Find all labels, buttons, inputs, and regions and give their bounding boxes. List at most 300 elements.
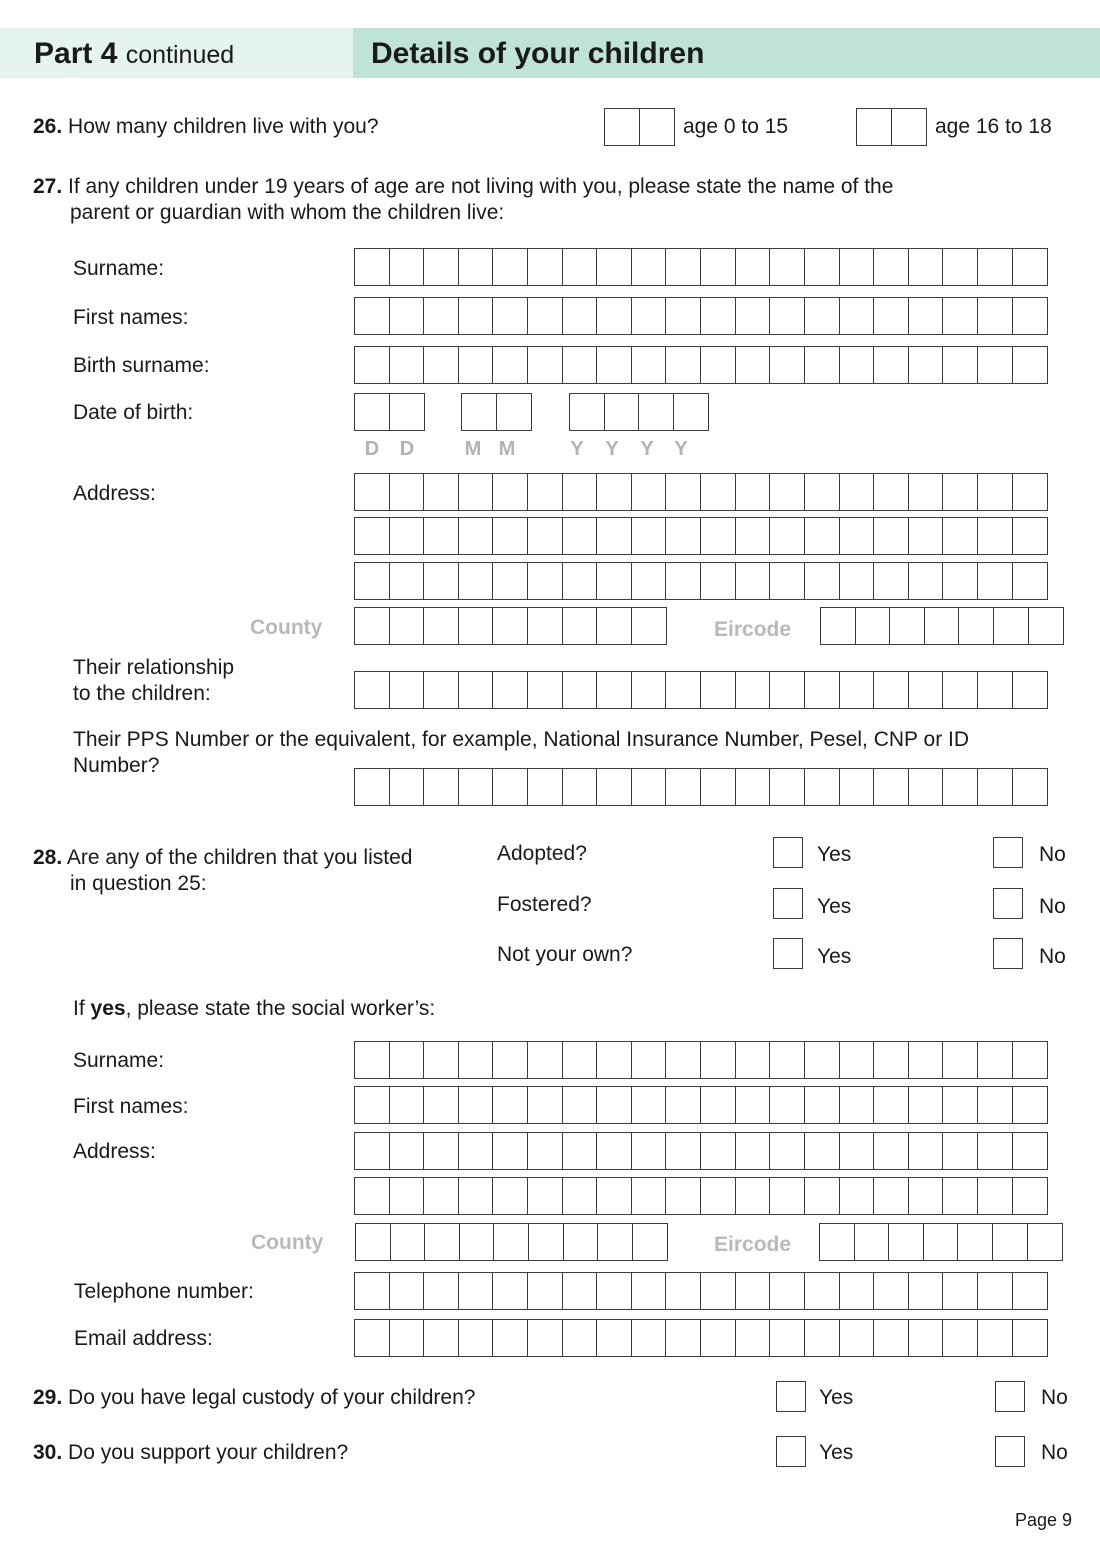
guardian-address-line-1[interactable] xyxy=(354,473,1048,511)
char-box[interactable] xyxy=(804,1086,840,1124)
char-box[interactable] xyxy=(700,346,736,384)
char-box[interactable] xyxy=(873,297,909,335)
char-box[interactable] xyxy=(942,1041,978,1079)
char-box[interactable] xyxy=(458,562,494,600)
char-box[interactable] xyxy=(496,393,532,431)
char-box[interactable] xyxy=(942,1177,978,1215)
char-box[interactable] xyxy=(354,768,390,806)
char-box[interactable] xyxy=(596,1177,632,1215)
char-box[interactable] xyxy=(354,1319,390,1357)
char-box[interactable] xyxy=(562,1177,598,1215)
char-box[interactable] xyxy=(977,1319,1013,1357)
char-box[interactable] xyxy=(389,473,425,511)
char-box[interactable] xyxy=(873,1319,909,1357)
char-box[interactable] xyxy=(908,248,944,286)
char-box[interactable] xyxy=(492,517,528,555)
char-box[interactable] xyxy=(804,473,840,511)
char-box[interactable] xyxy=(735,346,771,384)
char-box[interactable] xyxy=(769,248,805,286)
char-box[interactable] xyxy=(769,473,805,511)
char-box[interactable] xyxy=(355,1223,391,1261)
support-no-checkbox[interactable] xyxy=(995,1436,1025,1467)
char-box[interactable] xyxy=(596,517,632,555)
guardian-birth-surname-field[interactable] xyxy=(354,346,1048,384)
char-box[interactable] xyxy=(804,671,840,709)
support-yes-checkbox[interactable] xyxy=(776,1436,806,1467)
char-box[interactable] xyxy=(1012,248,1048,286)
char-box[interactable] xyxy=(942,346,978,384)
char-box[interactable] xyxy=(492,671,528,709)
char-box[interactable] xyxy=(819,1223,855,1261)
char-box[interactable] xyxy=(423,607,459,645)
social-worker-address-line-1[interactable] xyxy=(354,1132,1048,1170)
char-box[interactable] xyxy=(458,607,494,645)
char-box[interactable] xyxy=(389,562,425,600)
char-box[interactable] xyxy=(769,768,805,806)
char-box[interactable] xyxy=(528,1223,564,1261)
char-box[interactable] xyxy=(804,1177,840,1215)
char-box[interactable] xyxy=(458,517,494,555)
char-box[interactable] xyxy=(908,1086,944,1124)
char-box[interactable] xyxy=(804,1319,840,1357)
char-box[interactable] xyxy=(665,1177,701,1215)
char-box[interactable] xyxy=(631,346,667,384)
char-box[interactable] xyxy=(423,562,459,600)
char-box[interactable] xyxy=(631,517,667,555)
char-box[interactable] xyxy=(458,346,494,384)
char-box[interactable] xyxy=(639,108,675,146)
char-box[interactable] xyxy=(631,768,667,806)
char-box[interactable] xyxy=(700,1086,736,1124)
char-box[interactable] xyxy=(839,297,875,335)
char-box[interactable] xyxy=(977,1272,1013,1310)
char-box[interactable] xyxy=(354,671,390,709)
char-box[interactable] xyxy=(562,562,598,600)
char-box[interactable] xyxy=(942,1132,978,1170)
char-box[interactable] xyxy=(354,607,390,645)
char-box[interactable] xyxy=(631,1041,667,1079)
char-box[interactable] xyxy=(458,768,494,806)
char-box[interactable] xyxy=(700,1132,736,1170)
social-worker-county-field[interactable] xyxy=(355,1223,668,1261)
guardian-first-names-field[interactable] xyxy=(354,297,1048,335)
char-box[interactable] xyxy=(1012,346,1048,384)
guardian-dob-year-field[interactable] xyxy=(569,393,709,431)
char-box[interactable] xyxy=(769,297,805,335)
char-box[interactable] xyxy=(873,1177,909,1215)
char-box[interactable] xyxy=(957,1223,993,1261)
char-box[interactable] xyxy=(735,1272,771,1310)
char-box[interactable] xyxy=(389,1272,425,1310)
char-box[interactable] xyxy=(492,473,528,511)
char-box[interactable] xyxy=(354,1041,390,1079)
char-box[interactable] xyxy=(804,248,840,286)
char-box[interactable] xyxy=(804,1132,840,1170)
char-box[interactable] xyxy=(873,1132,909,1170)
char-box[interactable] xyxy=(735,297,771,335)
char-box[interactable] xyxy=(1012,768,1048,806)
char-box[interactable] xyxy=(631,671,667,709)
char-box[interactable] xyxy=(562,1086,598,1124)
char-box[interactable] xyxy=(631,1272,667,1310)
char-box[interactable] xyxy=(354,473,390,511)
char-box[interactable] xyxy=(527,1272,563,1310)
not-own-yes-checkbox[interactable] xyxy=(773,938,803,969)
char-box[interactable] xyxy=(977,1086,1013,1124)
char-box[interactable] xyxy=(423,1319,459,1357)
char-box[interactable] xyxy=(856,108,892,146)
char-box[interactable] xyxy=(700,671,736,709)
char-box[interactable] xyxy=(665,1041,701,1079)
char-box[interactable] xyxy=(873,517,909,555)
char-box[interactable] xyxy=(908,1319,944,1357)
char-box[interactable] xyxy=(596,346,632,384)
char-box[interactable] xyxy=(569,393,605,431)
char-box[interactable] xyxy=(804,562,840,600)
char-box[interactable] xyxy=(631,1086,667,1124)
char-box[interactable] xyxy=(924,607,960,645)
char-box[interactable] xyxy=(604,108,640,146)
char-box[interactable] xyxy=(700,1319,736,1357)
char-box[interactable] xyxy=(908,1132,944,1170)
char-box[interactable] xyxy=(562,671,598,709)
char-box[interactable] xyxy=(492,1041,528,1079)
char-box[interactable] xyxy=(458,1086,494,1124)
char-box[interactable] xyxy=(665,1132,701,1170)
char-box[interactable] xyxy=(665,562,701,600)
char-box[interactable] xyxy=(665,248,701,286)
char-box[interactable] xyxy=(389,607,425,645)
char-box[interactable] xyxy=(631,1177,667,1215)
char-box[interactable] xyxy=(700,297,736,335)
char-box[interactable] xyxy=(735,1132,771,1170)
char-box[interactable] xyxy=(735,473,771,511)
char-box[interactable] xyxy=(735,671,771,709)
char-box[interactable] xyxy=(562,248,598,286)
custody-yes-checkbox[interactable] xyxy=(776,1381,806,1412)
char-box[interactable] xyxy=(889,607,925,645)
social-worker-telephone-field[interactable] xyxy=(354,1272,1048,1310)
char-box[interactable] xyxy=(735,768,771,806)
char-box[interactable] xyxy=(492,1177,528,1215)
char-box[interactable] xyxy=(389,1177,425,1215)
guardian-address-line-3[interactable] xyxy=(354,562,1048,600)
char-box[interactable] xyxy=(596,1132,632,1170)
char-box[interactable] xyxy=(527,607,563,645)
char-box[interactable] xyxy=(631,1132,667,1170)
char-box[interactable] xyxy=(839,1319,875,1357)
guardian-dob-day-field[interactable] xyxy=(354,393,425,431)
char-box[interactable] xyxy=(354,1132,390,1170)
char-box[interactable] xyxy=(873,562,909,600)
char-box[interactable] xyxy=(423,297,459,335)
char-box[interactable] xyxy=(839,768,875,806)
char-box[interactable] xyxy=(596,671,632,709)
char-box[interactable] xyxy=(665,297,701,335)
char-box[interactable] xyxy=(423,1177,459,1215)
char-box[interactable] xyxy=(839,1177,875,1215)
char-box[interactable] xyxy=(873,671,909,709)
char-box[interactable] xyxy=(839,562,875,600)
char-box[interactable] xyxy=(804,346,840,384)
char-box[interactable] xyxy=(354,562,390,600)
char-box[interactable] xyxy=(804,1272,840,1310)
char-box[interactable] xyxy=(389,768,425,806)
char-box[interactable] xyxy=(631,607,667,645)
char-box[interactable] xyxy=(665,671,701,709)
char-box[interactable] xyxy=(839,1041,875,1079)
char-box[interactable] xyxy=(390,1223,426,1261)
char-box[interactable] xyxy=(977,1132,1013,1170)
char-box[interactable] xyxy=(604,393,640,431)
char-box[interactable] xyxy=(1012,1086,1048,1124)
char-box[interactable] xyxy=(562,607,598,645)
char-box[interactable] xyxy=(354,297,390,335)
char-box[interactable] xyxy=(492,1319,528,1357)
char-box[interactable] xyxy=(631,1319,667,1357)
char-box[interactable] xyxy=(665,517,701,555)
char-box[interactable] xyxy=(942,473,978,511)
char-box[interactable] xyxy=(908,297,944,335)
char-box[interactable] xyxy=(458,1272,494,1310)
char-box[interactable] xyxy=(665,1272,701,1310)
char-box[interactable] xyxy=(423,768,459,806)
char-box[interactable] xyxy=(562,1041,598,1079)
not-own-no-checkbox[interactable] xyxy=(993,938,1023,969)
guardian-surname-field[interactable] xyxy=(354,248,1048,286)
char-box[interactable] xyxy=(673,393,709,431)
char-box[interactable] xyxy=(769,1086,805,1124)
char-box[interactable] xyxy=(942,671,978,709)
char-box[interactable] xyxy=(562,297,598,335)
char-box[interactable] xyxy=(527,1041,563,1079)
char-box[interactable] xyxy=(527,517,563,555)
char-box[interactable] xyxy=(958,607,994,645)
char-box[interactable] xyxy=(769,1177,805,1215)
char-box[interactable] xyxy=(527,671,563,709)
char-box[interactable] xyxy=(977,1177,1013,1215)
char-box[interactable] xyxy=(942,562,978,600)
char-box[interactable] xyxy=(596,473,632,511)
char-box[interactable] xyxy=(977,297,1013,335)
guardian-pps-field[interactable] xyxy=(354,768,1048,806)
char-box[interactable] xyxy=(873,768,909,806)
char-box[interactable] xyxy=(492,346,528,384)
char-box[interactable] xyxy=(459,1223,495,1261)
char-box[interactable] xyxy=(700,1272,736,1310)
char-box[interactable] xyxy=(873,473,909,511)
char-box[interactable] xyxy=(596,248,632,286)
char-box[interactable] xyxy=(923,1223,959,1261)
char-box[interactable] xyxy=(423,1041,459,1079)
char-box[interactable] xyxy=(873,1086,909,1124)
char-box[interactable] xyxy=(873,1272,909,1310)
char-box[interactable] xyxy=(769,346,805,384)
char-box[interactable] xyxy=(665,1319,701,1357)
guardian-relationship-field[interactable] xyxy=(354,671,1048,709)
guardian-eircode-field[interactable] xyxy=(820,607,1064,645)
char-box[interactable] xyxy=(354,1086,390,1124)
char-box[interactable] xyxy=(839,248,875,286)
char-box[interactable] xyxy=(527,248,563,286)
char-box[interactable] xyxy=(908,562,944,600)
char-box[interactable] xyxy=(873,346,909,384)
char-box[interactable] xyxy=(389,1041,425,1079)
char-box[interactable] xyxy=(908,346,944,384)
char-box[interactable] xyxy=(527,1086,563,1124)
char-box[interactable] xyxy=(700,768,736,806)
char-box[interactable] xyxy=(458,297,494,335)
char-box[interactable] xyxy=(423,1086,459,1124)
social-worker-surname-field[interactable] xyxy=(354,1041,1048,1079)
guardian-dob-month-field[interactable] xyxy=(461,393,532,431)
custody-no-checkbox[interactable] xyxy=(995,1381,1025,1412)
char-box[interactable] xyxy=(942,248,978,286)
char-box[interactable] xyxy=(492,768,528,806)
char-box[interactable] xyxy=(493,1223,529,1261)
char-box[interactable] xyxy=(1027,1223,1063,1261)
char-box[interactable] xyxy=(839,1132,875,1170)
char-box[interactable] xyxy=(527,346,563,384)
char-box[interactable] xyxy=(1012,1132,1048,1170)
char-box[interactable] xyxy=(596,297,632,335)
char-box[interactable] xyxy=(354,393,390,431)
char-box[interactable] xyxy=(977,248,1013,286)
char-box[interactable] xyxy=(665,473,701,511)
char-box[interactable] xyxy=(804,517,840,555)
char-box[interactable] xyxy=(423,517,459,555)
char-box[interactable] xyxy=(596,768,632,806)
char-box[interactable] xyxy=(769,1272,805,1310)
char-box[interactable] xyxy=(597,1223,633,1261)
char-box[interactable] xyxy=(492,297,528,335)
children-16-18-field[interactable] xyxy=(856,108,927,146)
char-box[interactable] xyxy=(423,1132,459,1170)
char-box[interactable] xyxy=(908,1041,944,1079)
char-box[interactable] xyxy=(458,1132,494,1170)
char-box[interactable] xyxy=(942,517,978,555)
char-box[interactable] xyxy=(1012,671,1048,709)
char-box[interactable] xyxy=(820,607,856,645)
char-box[interactable] xyxy=(942,1272,978,1310)
char-box[interactable] xyxy=(839,671,875,709)
char-box[interactable] xyxy=(596,562,632,600)
char-box[interactable] xyxy=(665,346,701,384)
char-box[interactable] xyxy=(1012,473,1048,511)
char-box[interactable] xyxy=(908,1177,944,1215)
char-box[interactable] xyxy=(977,562,1013,600)
char-box[interactable] xyxy=(942,1086,978,1124)
char-box[interactable] xyxy=(769,562,805,600)
fostered-no-checkbox[interactable] xyxy=(993,888,1023,919)
char-box[interactable] xyxy=(354,1272,390,1310)
char-box[interactable] xyxy=(855,607,891,645)
char-box[interactable] xyxy=(977,1041,1013,1079)
char-box[interactable] xyxy=(839,1272,875,1310)
char-box[interactable] xyxy=(423,671,459,709)
char-box[interactable] xyxy=(458,248,494,286)
char-box[interactable] xyxy=(527,768,563,806)
char-box[interactable] xyxy=(735,1086,771,1124)
char-box[interactable] xyxy=(458,473,494,511)
char-box[interactable] xyxy=(1012,517,1048,555)
char-box[interactable] xyxy=(527,1132,563,1170)
char-box[interactable] xyxy=(527,1177,563,1215)
char-box[interactable] xyxy=(700,248,736,286)
char-box[interactable] xyxy=(1012,1272,1048,1310)
char-box[interactable] xyxy=(389,671,425,709)
char-box[interactable] xyxy=(638,393,674,431)
char-box[interactable] xyxy=(458,671,494,709)
char-box[interactable] xyxy=(458,1041,494,1079)
guardian-county-field[interactable] xyxy=(354,607,667,645)
guardian-address-line-2[interactable] xyxy=(354,517,1048,555)
char-box[interactable] xyxy=(993,607,1029,645)
char-box[interactable] xyxy=(631,562,667,600)
char-box[interactable] xyxy=(424,1223,460,1261)
char-box[interactable] xyxy=(1012,1041,1048,1079)
char-box[interactable] xyxy=(854,1223,890,1261)
char-box[interactable] xyxy=(804,768,840,806)
char-box[interactable] xyxy=(665,768,701,806)
char-box[interactable] xyxy=(735,1319,771,1357)
char-box[interactable] xyxy=(423,346,459,384)
adopted-no-checkbox[interactable] xyxy=(993,837,1023,868)
char-box[interactable] xyxy=(389,1086,425,1124)
social-worker-email-field[interactable] xyxy=(354,1319,1048,1357)
char-box[interactable] xyxy=(735,517,771,555)
char-box[interactable] xyxy=(769,1041,805,1079)
char-box[interactable] xyxy=(389,1319,425,1357)
char-box[interactable] xyxy=(458,1177,494,1215)
char-box[interactable] xyxy=(908,517,944,555)
char-box[interactable] xyxy=(839,473,875,511)
char-box[interactable] xyxy=(562,768,598,806)
char-box[interactable] xyxy=(631,473,667,511)
char-box[interactable] xyxy=(700,1041,736,1079)
social-worker-first-names-field[interactable] xyxy=(354,1086,1048,1124)
char-box[interactable] xyxy=(492,1272,528,1310)
char-box[interactable] xyxy=(596,1319,632,1357)
char-box[interactable] xyxy=(354,1177,390,1215)
char-box[interactable] xyxy=(562,517,598,555)
children-0-15-field[interactable] xyxy=(604,108,675,146)
char-box[interactable] xyxy=(908,671,944,709)
char-box[interactable] xyxy=(389,517,425,555)
char-box[interactable] xyxy=(423,1272,459,1310)
char-box[interactable] xyxy=(1012,562,1048,600)
char-box[interactable] xyxy=(596,1086,632,1124)
char-box[interactable] xyxy=(839,1086,875,1124)
char-box[interactable] xyxy=(354,517,390,555)
char-box[interactable] xyxy=(562,1132,598,1170)
char-box[interactable] xyxy=(665,1086,701,1124)
char-box[interactable] xyxy=(700,473,736,511)
char-box[interactable] xyxy=(562,1319,598,1357)
char-box[interactable] xyxy=(839,517,875,555)
char-box[interactable] xyxy=(527,1319,563,1357)
char-box[interactable] xyxy=(562,346,598,384)
char-box[interactable] xyxy=(804,297,840,335)
char-box[interactable] xyxy=(596,607,632,645)
char-box[interactable] xyxy=(423,473,459,511)
char-box[interactable] xyxy=(389,393,425,431)
char-box[interactable] xyxy=(839,346,875,384)
char-box[interactable] xyxy=(977,517,1013,555)
char-box[interactable] xyxy=(735,248,771,286)
char-box[interactable] xyxy=(631,297,667,335)
char-box[interactable] xyxy=(700,517,736,555)
